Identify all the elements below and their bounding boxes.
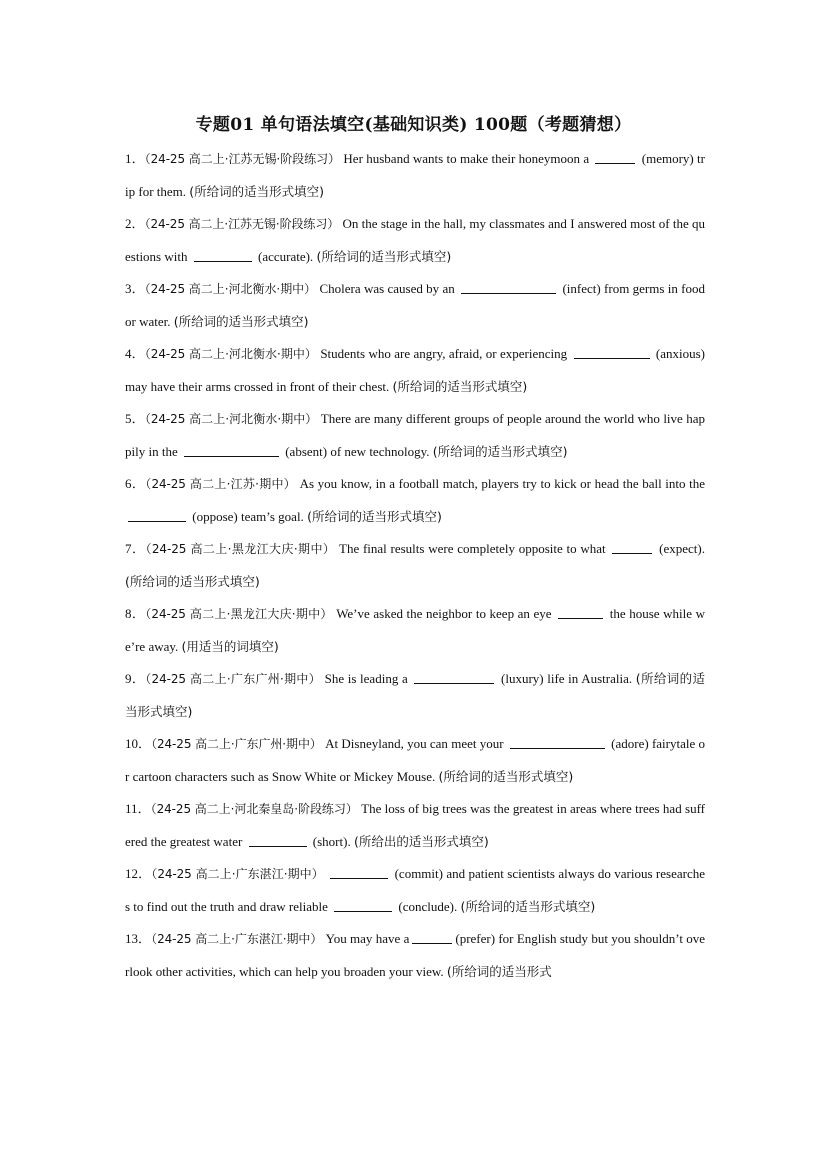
question-text: On the stage in the hall, my classmates and I answered most of the questions with: [125, 216, 705, 264]
question-item: [125, 728, 705, 793]
question-text: (conclude).: [398, 898, 458, 914]
question-item: [125, 598, 705, 663]
answer-blank[interactable]: [510, 736, 605, 749]
question-text: As you know, in a football match, players try to kick or head the ball into the: [299, 476, 705, 491]
question-text: (infect) from germs in food or water.: [125, 281, 705, 329]
question-source: （24-25 高二上·河北衡水·期中）: [144, 412, 318, 426]
page-title: 专题01 单句语法填空(基础知识类) 100题（考题猜想）: [195, 115, 632, 135]
question-item: [125, 858, 705, 923]
question-item: [125, 923, 705, 988]
question-text: (expect).: [659, 541, 705, 556]
question-number: 12．: [125, 866, 152, 881]
question-text: (anxious) may have their arms crossed in front of their chest.: [125, 346, 705, 394]
question-number: 4．: [125, 346, 145, 361]
question-number: 10．: [125, 736, 152, 751]
question-text: Cholera was caused by an: [319, 281, 455, 296]
answer-blank[interactable]: [558, 606, 603, 619]
answer-blank[interactable]: [414, 671, 494, 684]
question-text: (oppose) team’s goal.: [192, 508, 304, 524]
question-text: We’ve asked the neighbor to keep an eye: [336, 606, 552, 621]
answer-blank[interactable]: [595, 151, 635, 164]
question-text: She is leading a: [324, 671, 408, 686]
question-instruction: (所给词的适当形式填空): [125, 671, 706, 719]
question-source: （24-25 高二上·广东湛江·期中）: [151, 932, 323, 946]
question-source: （24-25 高二上·河北秦皇岛·阶段练习）: [150, 802, 358, 816]
question-source: （24-25 高二上·江苏·期中）: [145, 477, 296, 491]
question-instruction: (所给词的适当形式填空): [189, 183, 325, 199]
question-item: [125, 793, 705, 858]
question-item: [125, 338, 705, 403]
question-source: （24-25 高二上·黑龙江大庆·期中）: [145, 607, 333, 621]
question-source: （24-25 高二上·广东广州·期中）: [145, 672, 321, 686]
question-instruction: (所给出的适当形式填空): [353, 833, 489, 849]
answer-blank[interactable]: [249, 834, 307, 847]
question-number: 8．: [125, 606, 146, 621]
question-item: [125, 273, 705, 338]
question-number: 6．: [125, 476, 146, 491]
question-instruction: (所给词的适当形式填空): [316, 248, 452, 264]
answer-blank[interactable]: [194, 249, 252, 262]
question-text: (luxury) life in Australia.: [501, 671, 633, 686]
question-text: The final results were completely opposite to what: [339, 541, 606, 556]
question-source: （24-25 高二上·黑龙江大庆·期中）: [145, 542, 336, 556]
question-source: （24-25 高二上·广东广州·期中）: [151, 737, 322, 751]
question-source: （24-25 高二上·江苏无锡·阶段练习）: [144, 152, 341, 166]
question-text: Students who are angry, afraid, or experiencing: [320, 346, 568, 361]
question-instruction: (所给词的适当形式填空): [173, 313, 309, 329]
answer-blank[interactable]: [412, 931, 452, 944]
question-number: 2．: [125, 216, 145, 231]
question-instruction: (所给词的适当形式填空): [307, 508, 442, 524]
question-instruction: (所给词的适当形式填空): [460, 898, 596, 914]
question-text: (short).: [312, 833, 351, 849]
question-source: （24-25 高二上·河北衡水·期中）: [144, 347, 317, 361]
question-text: (commit) and patient scientists always do various researches to find out the truth and draw reliable: [125, 866, 705, 914]
question-instruction: (所给词的适当形式填空): [125, 573, 260, 589]
question-instruction: (所给词的适当形式填空): [432, 443, 568, 459]
answer-blank[interactable]: [184, 444, 279, 457]
answer-blank[interactable]: [574, 346, 650, 359]
question-text: (prefer) for English study but you shouldn’t overlook other activities, which can help you broaden your view.: [125, 931, 706, 979]
question-text: You may have a: [325, 931, 410, 946]
question-number: 7．: [125, 541, 146, 556]
question-text: the house while we’re away.: [125, 606, 705, 654]
question-instruction: (所给词的适当形式填空): [438, 768, 574, 784]
question-number: 1．: [125, 151, 145, 166]
question-item: [125, 533, 705, 598]
question-item: [125, 208, 705, 273]
question-number: 13．: [125, 931, 152, 946]
answer-blank[interactable]: [461, 281, 556, 294]
question-text: Her husband wants to make their honeymoon a: [343, 151, 590, 166]
question-instruction: (所给词的适当形式填空): [392, 378, 528, 394]
question-number: 3．: [125, 281, 145, 296]
question-text: (accurate).: [257, 248, 314, 264]
answer-blank[interactable]: [334, 899, 392, 912]
question-source: （24-25 高二上·广东湛江·期中）: [151, 867, 324, 881]
question-number: 9．: [125, 671, 146, 686]
answer-blank[interactable]: [128, 509, 186, 522]
question-text: The loss of big trees was the greatest in areas where trees had suffered the greatest water: [125, 801, 705, 849]
question-text: (absent) of new technology.: [285, 443, 430, 459]
question-text: There are many different groups of people around the world who live happily in the: [125, 411, 705, 459]
answer-blank[interactable]: [612, 541, 652, 554]
question-number: 11．: [125, 801, 151, 816]
question-source: （24-25 高二上·江苏无锡·阶段练习）: [144, 217, 340, 231]
question-item: [125, 403, 705, 468]
question-item: [125, 663, 705, 728]
question-item: [125, 143, 705, 208]
question-text: (adore) fairytale or cartoon characters such as Snow White or Mickey Mouse.: [125, 736, 706, 784]
question-text: (memory) trip for them.: [125, 151, 705, 199]
question-text: At Disneyland, you can meet your: [325, 736, 504, 751]
question-item: [125, 468, 705, 533]
question-instruction: (所给词的适当形式: [446, 963, 552, 979]
question-instruction: (用适当的词填空): [181, 638, 279, 654]
question-number: 5．: [125, 411, 145, 426]
question-list: [125, 143, 705, 988]
answer-blank[interactable]: [330, 866, 388, 879]
question-source: （24-25 高二上·河北衡水·期中）: [144, 282, 317, 296]
